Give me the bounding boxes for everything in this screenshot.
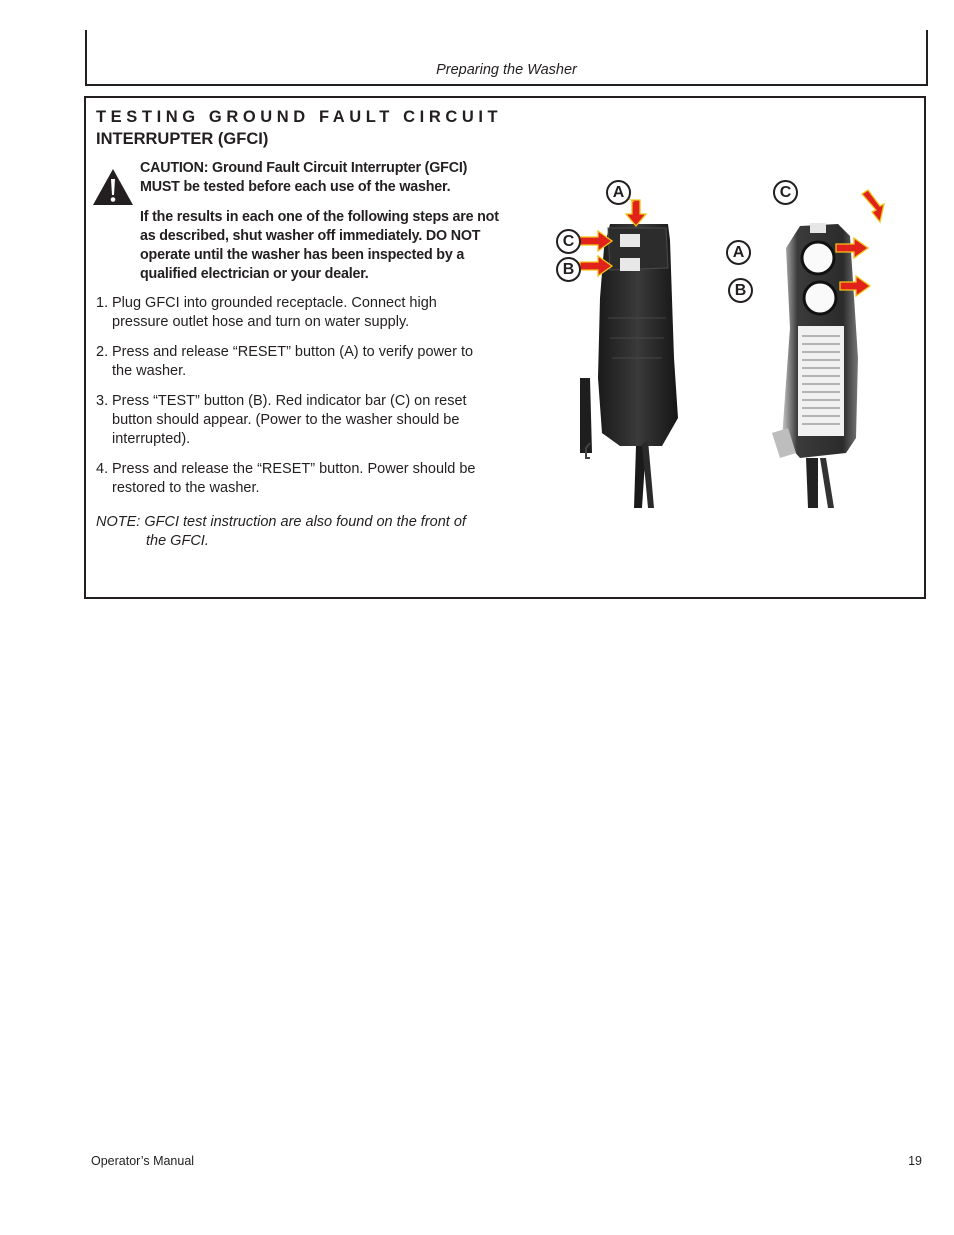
- arrow-b-left: [580, 256, 612, 276]
- gfci-callouts: [550, 178, 900, 508]
- callout-c-right-label: C: [773, 180, 798, 205]
- section-title: [96, 106, 501, 150]
- callout-a-left-label: A: [606, 180, 631, 205]
- callout-b-right-label: B: [728, 278, 753, 303]
- gfci-section: [84, 96, 926, 599]
- note-line1: NOTE: GFCI test instruction are also found on the front of: [96, 514, 466, 530]
- caution-text-1: CAUTION: Ground Fault Circuit Interrupter (GFCI) MUST be tested before each use of the washer.: [140, 160, 468, 195]
- section-title-line2: INTERRUPTER (GFCI): [96, 130, 269, 148]
- steps-list: [96, 294, 488, 509]
- note: [96, 513, 506, 551]
- callout-a-right-label: A: [726, 240, 751, 265]
- caution-block: [140, 159, 500, 284]
- step-item: 3. Press “TEST” button (B). Red indicator bar (C) on reset button should appear. (Power to the washer should be interrupted).: [96, 393, 467, 447]
- callout-c-left-label: C: [556, 229, 581, 254]
- arrow-c-right: [862, 190, 884, 222]
- header-title: Preparing the Washer: [436, 62, 577, 78]
- step-item: 2. Press and release “RESET” button (A) to verify power to the washer.: [96, 344, 474, 379]
- step-item: 4. Press and release the “RESET” button. Power should be restored to the washer.: [96, 461, 476, 496]
- page-number: 19: [908, 1154, 922, 1168]
- caution-text-2: If the results in each one of the following steps are not as described, shut washer off immediately. DO NOT operate until the washer has been inspected by a qualified electrician or your dealer.: [140, 209, 499, 282]
- step-item: 1. Plug GFCI into grounded receptacle. Connect high pressure outlet hose and turn on water supply.: [96, 295, 437, 330]
- arrow-c-left: [580, 231, 612, 251]
- arrow-a-right: [836, 238, 868, 258]
- note-line2: the GFCI.: [146, 533, 209, 549]
- callout-b-left-label: B: [556, 257, 581, 282]
- warning-triangle-icon: [91, 167, 135, 207]
- section-title-line1: TESTING GROUND FAULT CIRCUIT: [96, 108, 503, 126]
- page-header: [85, 30, 928, 86]
- arrow-b-right: [840, 276, 870, 296]
- footer-manual-title: Operator’s Manual: [91, 1154, 195, 1168]
